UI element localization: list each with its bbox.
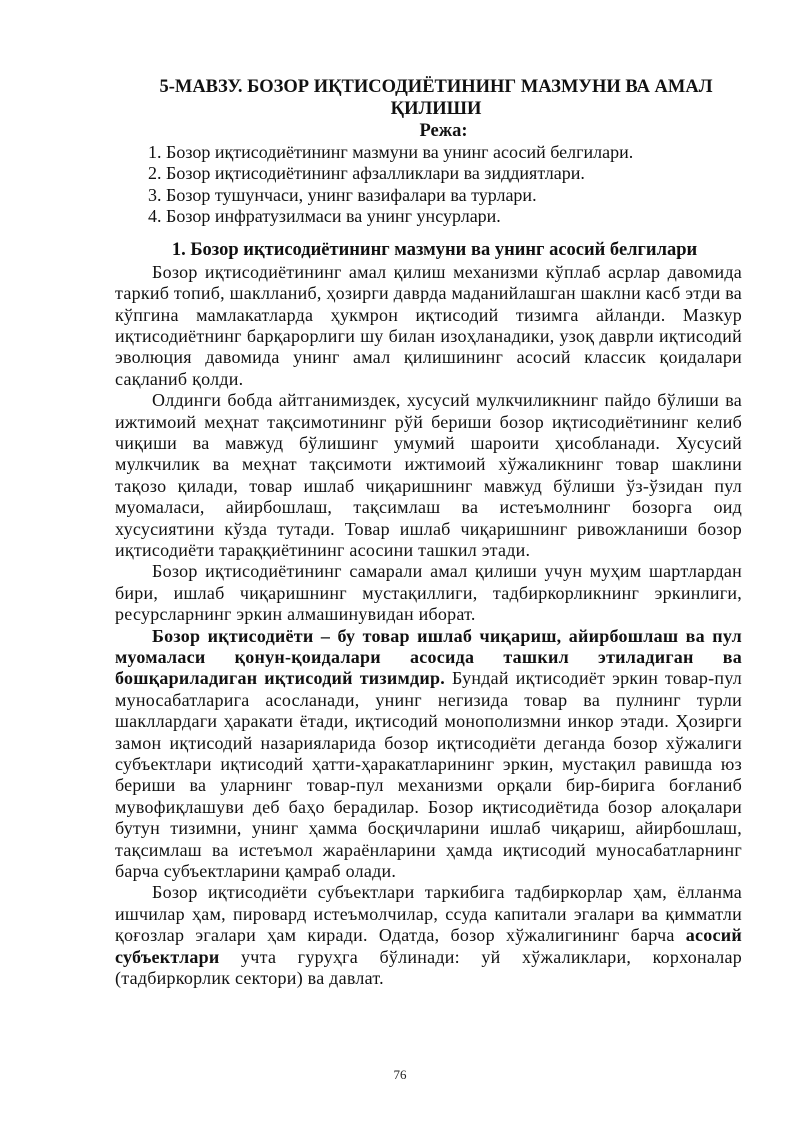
- document-page: [115, 72, 742, 990]
- plan-item: 2. Бозор иқтисодиётининг афзалликлари ва зиддиятлари.: [148, 163, 585, 184]
- paragraph-1: Бозор иқтисодиётининг амал қилиш механизми кўплаб асрлар давомида таркиб топиб, шаклланиб, ҳозирги даврда маданийлашган шаклни касб этди ва кўпгина мамлакатларда ҳукмрон иқтисодий тизимга айланди. Мазкур иқтисодиётнинг барқарорлиги шу билан изоҳланадики, узоқ даврли иқтисодий эволюция давомида унинг амал қилишининг асосий классик қоидалари сақланиб қолди.: [115, 261, 742, 389]
- topic-title: 5-МАВЗУ. БОЗОР ИҚТИСОДИЁТИНИНГ МАЗМУНИ ВА АМАЛ ҚИЛИШИ: [159, 77, 713, 119]
- page-number: 76: [393, 1067, 407, 1082]
- paragraph-4-text: Бундай иқтисодиёт эркин товар-пул муносабатларига асосланади, унинг негизида товар ва пулнинг турли шакллардаги ҳаракати ётади, иқтисодий монополизмни инкор этади. Ҳозирги замон иқтисодий назарияларида бозор иқтисодиёти деганда бозор хўжалиги субъектлари иқтисодий ҳатти-ҳаракатларининг эркин, мустақил равишда юз бериши ва уларнинг товар-пул механизми орқали бир-бирига боғланиб мувофиқлашуви деб баҳо берадилар. Бозор иқтисодиётида бозор алоқалари бутун тизимни, унинг ҳамма босқичларини ишлаб чиқариш, айирбошлаш, тақсимлаш ва истеъмол жараёнларини ҳамда иқтисодий муносабатларнинг барча субъектларини қамраб олади.: [115, 668, 743, 882]
- paragraph-5: [115, 882, 742, 989]
- section-heading: 1. Бозор иқтисодиётининг мазмуни ва унинг асосий белгилари: [171, 240, 698, 261]
- plan-list: [115, 142, 742, 227]
- paragraph-4: [115, 626, 742, 883]
- definition-bold-text: Бозор иқтисодиёти – бу товар ишлаб чиқариш, айирбошлаш ва пул муомаласи қонун-қоидалари асосида ташкил этиладиган ва бошқариладиган иқтисодий тизимдир.: [115, 625, 742, 689]
- key-subjects-bold-text: асосий субъектлари: [115, 925, 742, 967]
- paragraph-5-end: учта гуруҳга бўлинади: уй хўжаликлари, корхоналар (тадбиркорлик сектори) ва давлат.: [115, 946, 742, 989]
- plan-item: 1. Бозор иқтисодиётининг мазмуни ва унинг асосий белгилари.: [148, 142, 634, 162]
- plan-label: Режа:: [419, 121, 468, 141]
- plan-item: 3. Бозор тушунчаси, унинг вазифалари ва турлари.: [148, 184, 537, 205]
- paragraph-2: Олдинги бобда айтганимиздек, хусусий мулкчиликнинг пайдо бўлиши ва ижтимоий меҳнат тақсимотининг рўй бериши бозор иқтисодиётининг келиб чиқиши ва мавжуд бўлишинг умумий шароити ҳисобланади. Хусусий мулкчилик ва меҳнат тақсимоти ижтимоий хўжаликнинг товар шаклини тақозо қилади, товар ишлаб чиқаришнинг мавжуд бўлиши ўз-ўзидан пул муомаласи, айирбошлаш, тақсимлаш ва истеъмолнинг бозорга оид хусусиятини кўзда тутади. Товар ишлаб чиқаришнинг ривожланиши бозор иқтисодиёти тараққиётининг асосини ташкил этади.: [115, 390, 742, 560]
- paragraph-3: Бозор иқтисодиётининг самарали амал қилиши учун муҳим шартлардан бири, ишлаб чиқаришнинг мустақиллиги, тадбиркорликнинг эркинлиги, ресурсларнинг эркин алмашинувидан иборат.: [115, 561, 742, 625]
- plan-item: 4. Бозор инфратузилмаси ва унинг унсурлари.: [148, 205, 501, 226]
- paragraph-5-start: Бозор иқтисодиёти субъектлари таркибига тадбиркорлар ҳам, ёлланма ишчилар ҳам, пировард истеъмолчилар, ссуда капитали эгалари ва қимматли қоғозлар эгалари ҳам киради. Одатда, бозор хўжалигининг барча: [115, 882, 742, 946]
